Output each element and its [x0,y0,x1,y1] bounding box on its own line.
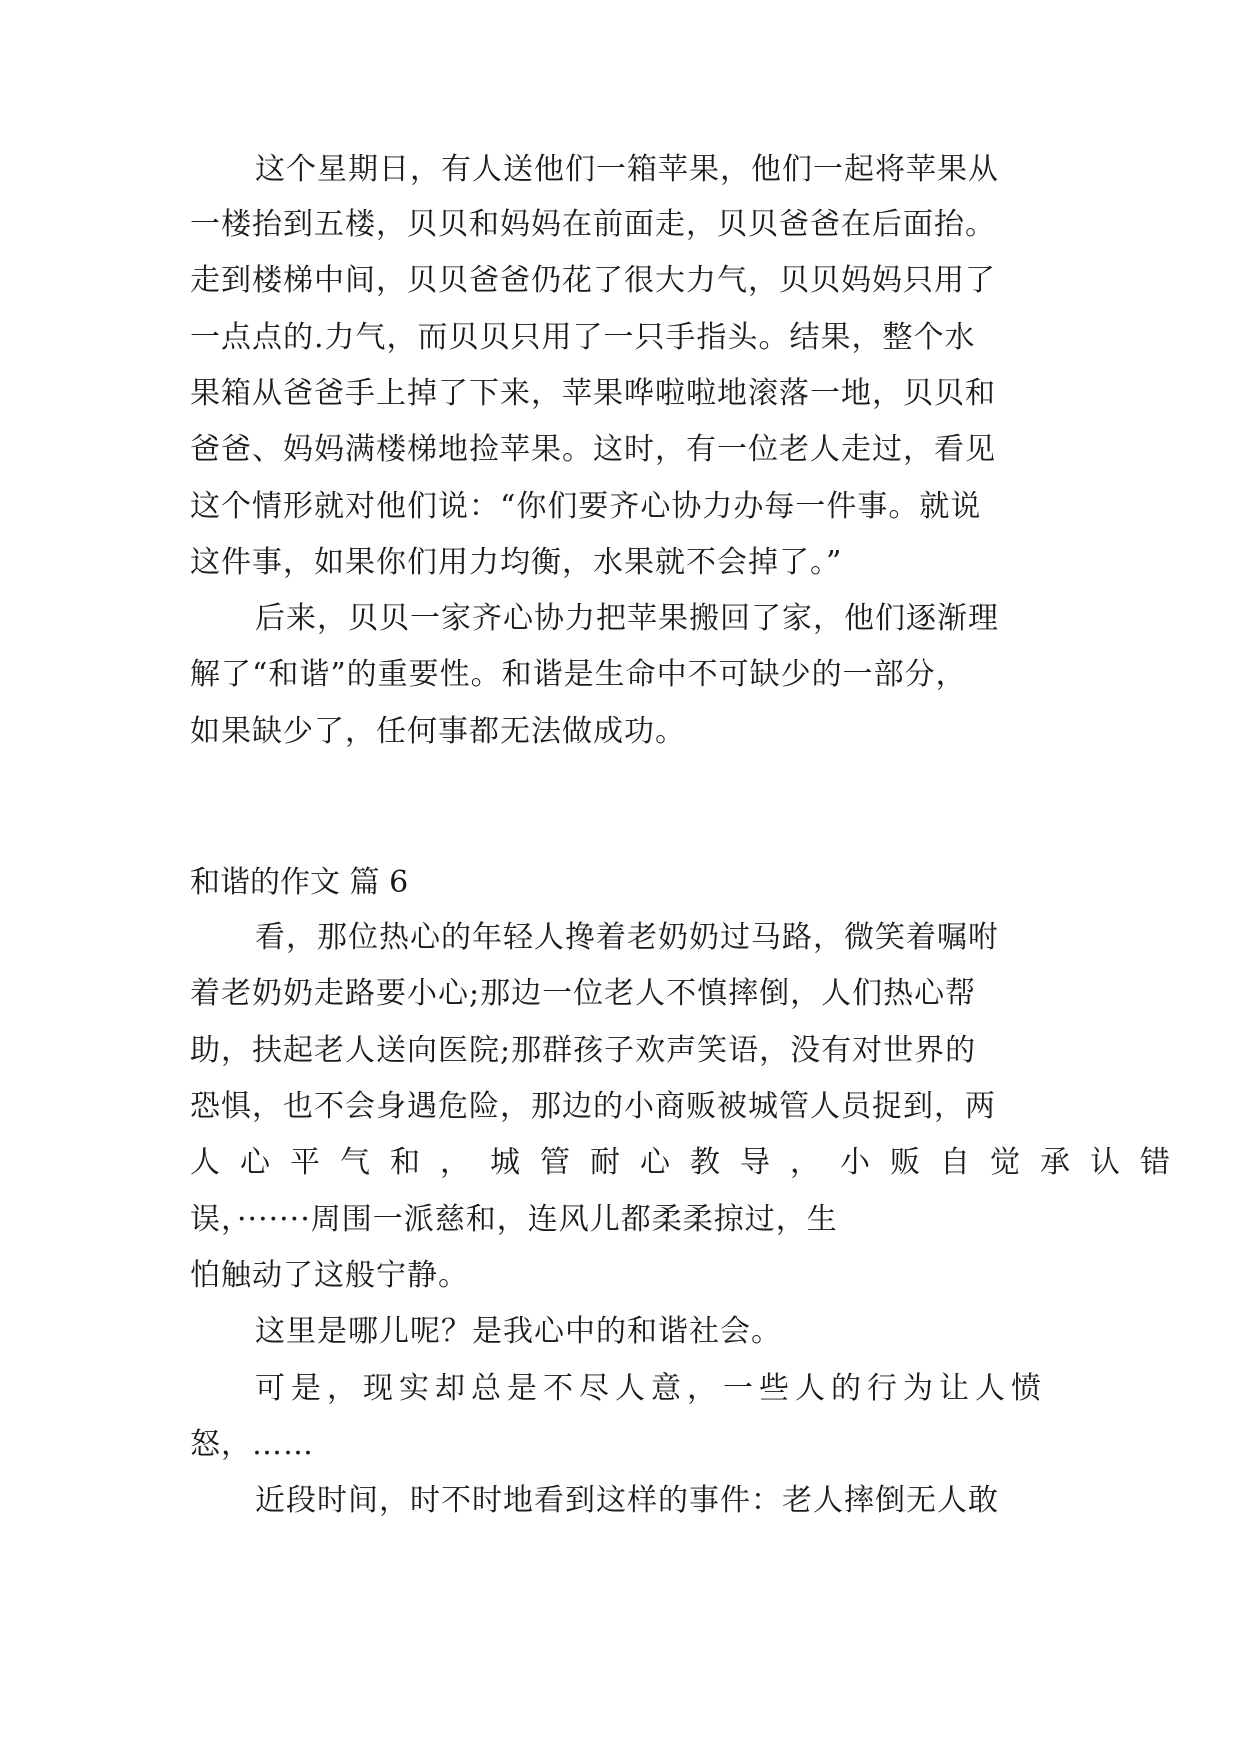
paragraph-line: 人心平气和，城管耐心教导，小贩自觉承认错 [190,1145,1190,1180]
paragraph-line: 解了“和谐”的重要性。和谐是生命中不可缺少的一部分， [190,657,967,692]
paragraph-line: 如果缺少了，任何事都无法做成功。 [190,714,686,749]
paragraph-line: 误，·······周围一派慈和，连风儿都柔柔掠过，生 [190,1202,838,1237]
paragraph-line: 恐惧，也不会身遇危险，那边的小商贩被城管人员捉到，两 [190,1089,996,1124]
paragraph-line: 一点点的.力气，而贝贝只用了一只手指头。结果，整个水 [190,320,976,355]
paragraph-line: 着老奶奶走路要小心;那边一位老人不慎摔倒，人们热心帮 [190,976,977,1011]
paragraph-line: 这个情形就对他们说：“你们要齐心协力办每一件事。就说 [190,489,982,524]
paragraph-line: 这个星期日，有人送他们一箱苹果，他们一起将苹果从 [255,152,999,187]
paragraph-line: 可是，现实却总是不尽人意，一些人的行为让人愤 [255,1371,1047,1406]
paragraph-line: 看，那位热心的年轻人搀着老奶奶过马路，微笑着嘱咐 [255,920,999,955]
section-heading: 和谐的作文 篇 6 [190,865,409,900]
paragraph-line: 果箱从爸爸手上掉了下来，苹果哗啦啦地滚落一地，贝贝和 [190,376,996,411]
paragraph-line: 这件事，如果你们用力均衡，水果就不会掉了。” [190,545,843,580]
paragraph-line: 怒，…… [190,1427,314,1462]
paragraph-line: 怕触动了这般宁静。 [190,1258,469,1293]
paragraph-line: 这里是哪儿呢？是我心中的和谐社会。 [255,1314,782,1349]
paragraph-line: 爸爸、妈妈满楼梯地捡苹果。这时，有一位老人走过，看见 [190,432,996,467]
paragraph-line: 助，扶起老人送向医院;那群孩子欢声笑语，没有对世界的 [190,1033,977,1068]
paragraph-line: 走到楼梯中间，贝贝爸爸仍花了很大力气，贝贝妈妈只用了 [190,263,996,298]
paragraph-line: 一楼抬到五楼，贝贝和妈妈在前面走，贝贝爸爸在后面抬。 [190,207,996,242]
paragraph-line: 近段时间，时不时地看到这样的事件：老人摔倒无人敢 [255,1483,999,1518]
paragraph-line: 后来，贝贝一家齐心协力把苹果搬回了家，他们逐渐理 [255,601,999,636]
